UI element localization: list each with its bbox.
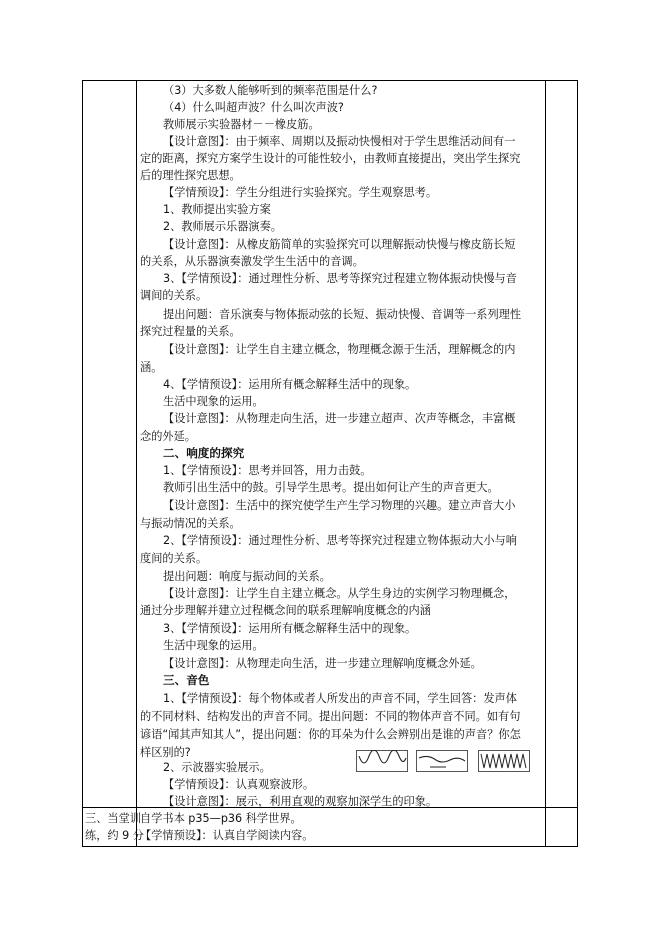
row-label-line: 三、当堂训 xyxy=(85,812,141,825)
waveform-image-3 xyxy=(478,750,530,772)
content-line: 1、【学情预设】：思考并回答，用力击鼓。 xyxy=(163,464,372,477)
content-line: 后的理性探究思想。 xyxy=(140,169,241,182)
content-line: 教师引出生活中的鼓。引导学生思考。提出如何让产生的声音更大。 xyxy=(163,481,499,494)
content-line: 2、【学情预设】：通过理性分析、思考等探究过程建立物体振动大小与响 xyxy=(163,534,517,547)
content-line: 谚语“闻其声知其人”，提出问题：你的耳朵为什么会辨别出是谁的声音？你怎 xyxy=(140,728,521,741)
content-line: 与振动情况的关系。 xyxy=(140,517,241,530)
table-column-divider-right xyxy=(545,80,546,847)
content-line: 自学书本 p35—p36 科学世界。 xyxy=(140,812,302,825)
waveform-image-1 xyxy=(356,750,408,772)
content-line: 教师展示实验器材－－橡皮筋。 xyxy=(163,118,320,131)
content-line: 生活中现象的运用。 xyxy=(163,639,264,652)
content-line: 的不同材料、结构发出的声音不同。提出问题：不同的物体声音不同。如有句 xyxy=(140,710,521,723)
table-column-divider xyxy=(136,80,137,847)
content-line: 样区别的? xyxy=(140,746,191,759)
content-line: （4）什么叫超声波？什么叫次声波? xyxy=(163,101,344,114)
content-line: 【设计意图】：让学生自主建立概念，物理概念源于生活，理解概念的内 xyxy=(163,343,516,356)
content-line: （3）大多数人能够听到的频率范围是什么? xyxy=(163,84,378,97)
content-line: 探究过程量的关系。 xyxy=(140,325,241,338)
content-line: 【设计意图】：展示，利用直观的观察加深学生的印象。 xyxy=(163,795,438,808)
content-line: 生活中现象的运用。 xyxy=(163,395,264,408)
content-line: 的关系，从乐器演奏激发学生生活中的音调。 xyxy=(140,255,364,268)
content-line: 度间的关系。 xyxy=(140,552,208,565)
content-line: 【设计意图】：从物理走向生活，进一步建立超声、次声等概念，丰富概 xyxy=(163,412,516,425)
content-line: 涵。 xyxy=(140,361,163,374)
section-heading-loudness: 二、响度的探究 xyxy=(163,446,245,460)
content-line: 【设计意图】：从橡皮筋简单的实验探究可以理解振动快慢与橡皮筋长短 xyxy=(163,238,516,251)
content-line: 念的外延。 xyxy=(140,430,196,443)
content-line: 1、教师提出实验方案 xyxy=(163,203,271,216)
content-line: 【设计意图】：由于频率、周期以及振动快慢相对于学生思维活动间有一 xyxy=(163,135,516,148)
content-line: 1、【学情预设】：每个物体或者人所发出的声音不同，学生回答：发声体 xyxy=(163,692,517,705)
content-line: 调间的关系。 xyxy=(140,289,208,302)
content-line: 通过分步理解并建立过程概念间的联系理解响度概念的内涵 xyxy=(140,604,431,617)
content-line: 【设计意图】：生活中的探究使学生产生学习物理的兴趣。建立声音大小 xyxy=(163,499,516,512)
content-line: 提出问题：响度与振动间的关系。 xyxy=(163,570,331,583)
content-line: 【设计意图】：让学生自主建立概念。从学生身边的实例学习物理概念， xyxy=(163,587,516,600)
table-border-top xyxy=(82,80,578,81)
content-line: 【学情预设】：认真自学阅读内容。 xyxy=(140,829,314,842)
content-line: 4、【学情预设】：运用所有概念解释生活中的现象。 xyxy=(163,378,417,391)
content-line: 定的距离，探究方案学生设计的可能性较小，由教师直接提出，突出学生探究 xyxy=(140,152,521,165)
content-line: 3、【学情预设】：运用所有概念解释生活中的现象。 xyxy=(163,622,417,635)
table-border-left xyxy=(82,80,83,847)
waveform-image-2 xyxy=(416,750,468,772)
content-line: 【学情预设】：认真观察波形。 xyxy=(163,778,315,791)
row-label-line: 练，约 9 分 xyxy=(85,829,144,842)
content-line: 2、示波器实验展示。 xyxy=(163,761,271,774)
table-border-right xyxy=(577,80,578,847)
content-line: 【学情预设】：学生分组进行实验探究。学生观察思考。 xyxy=(163,186,438,199)
section-heading-timbre: 三、音色 xyxy=(163,673,210,687)
content-line: 2、教师展示乐器演奏。 xyxy=(163,220,282,233)
table-border-bottom xyxy=(82,846,578,847)
content-line: 3、【学情预设】：通过理性分析、思考等探究过程建立物体振动快慢与音 xyxy=(163,272,517,285)
content-line: 提出问题：音乐演奏与物体振动弦的长短、振动快慢、音调等一系列理性 xyxy=(163,308,522,321)
content-line: 【设计意图】：从物理走向生活，进一步建立理解响度概念外延。 xyxy=(163,657,482,670)
